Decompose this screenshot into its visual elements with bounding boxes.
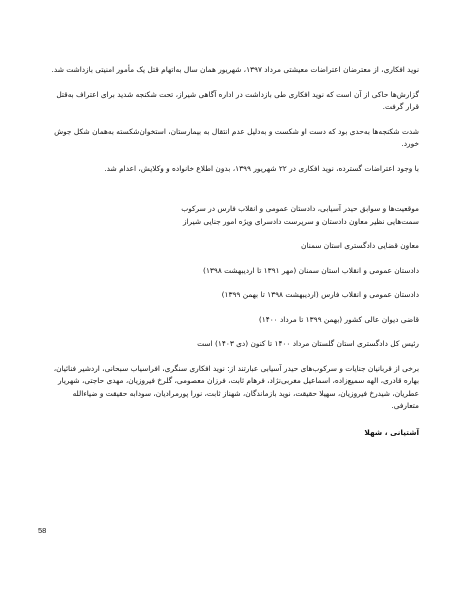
paragraph-arrest: نوید افکاری، از معترضان اعتراضات معیشتی مرداد ۱۳۹۷، شهریور همان سال به‌اتهام قتل یک مأمور امنیتی بازداشت شد. xyxy=(51,65,419,74)
document-body xyxy=(44,64,419,449)
positions-intro-line-2: سمت‌هایی نظیر معاون دادستان و سرپرست دادسرای ویژه امور جنایی شیراز xyxy=(182,216,419,226)
position-item: معاون قضایی دادگستری استان سمنان xyxy=(301,241,419,250)
paragraph-execution: با وجود اعتراضات گسترده، نوید افکاری در ۲۲ شهریور ۱۳۹۹، بدون اطلاع خانواده و وکلایش، اعدام شد. xyxy=(104,163,419,173)
paragraph-torture: گزارش‌ها حاکی از آن است که نوید افکاری طی بازداشت در اداره آگاهی شیراز، تحت شکنجه شدید برای اعتراف به‌قتل قرار گرفت. xyxy=(56,89,419,111)
positions-intro-line-1: موقعیت‌ها و سوابق حیدر آسیابی، دادستان عمومی و انقلاب فارس در سرکوب xyxy=(181,204,419,213)
position-item: دادستان عمومی و انقلاب استان سمنان (مهر ۱۳۹۱ تا اردیبهشت ۱۳۹۸) xyxy=(203,265,419,275)
position-item: رئیس کل دادگستری استان گلستان مرداد ۱۴۰۰ تا کنون (دی ۱۴۰۳) است xyxy=(197,339,419,348)
position-item: قاضی دیوان عالی کشور (بهمن ۱۳۹۹ تا مرداد ۱۴۰۰) xyxy=(258,314,419,324)
page-number: 58 xyxy=(38,526,47,535)
paragraph-injury: شدت شکنجه‌ها به‌حدی بود که دست او شکست و به‌دلیل عدم انتقال به بیمارستان، استخوان‌شکسته به‌همان شکل جوش خورد. xyxy=(54,126,419,148)
paragraph-victims: برخی از قربانیان جنایات و سرکوب‌های حیدر آسیابی عبارتند از: نوید افکاری سنگری، افراسیاب سبحانی، اردشیر فنائیان، بهاره قادری، الهه سمیع‌زاده، اسماعیل مغربی‌نژاد، فرهام ثابت، فرزان معصومی، گلرخ فیروزیان، مهدی حاجتی، شهریار عطریان، شیدرخ فیروزیان، سهیلا حقیقت، نوید بازماندگان، شهناز ثابت، نورا پورمرادیان، سودابه حقیقت و ضیاءالله متعارفی. xyxy=(53,363,419,410)
position-item: دادستان عمومی و انقلاب فارس (اردیبهشت ۱۳۹۸ تا بهمن ۱۳۹۹) xyxy=(221,290,419,299)
author-name: آشتیانی ، شهلا xyxy=(364,427,419,437)
